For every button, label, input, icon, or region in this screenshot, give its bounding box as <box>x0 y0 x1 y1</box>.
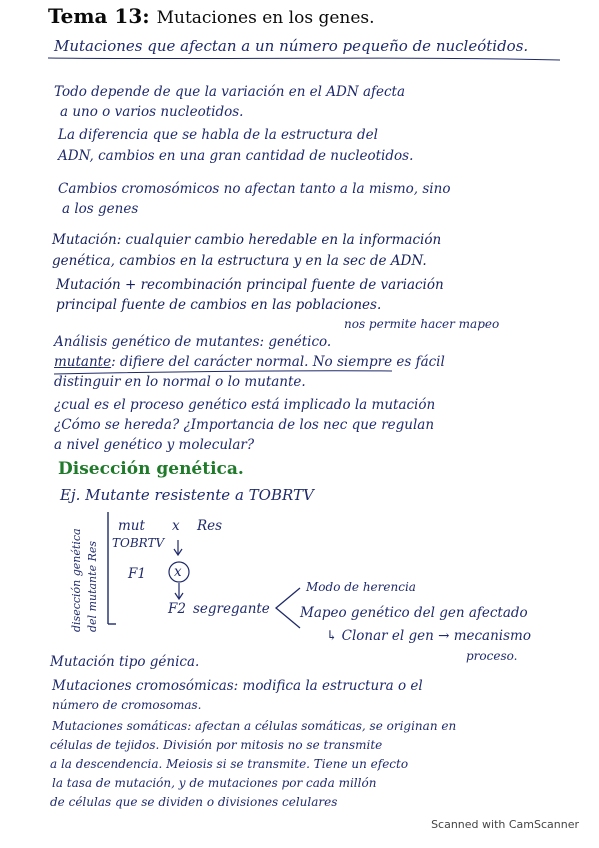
diagram-f1: F1 <box>128 566 146 582</box>
note-line: ¿Cómo se hereda? ¿Importancia de los nec que regulan <box>54 417 435 433</box>
note-line: ADN, cambios en una gran cantidad de nucleotidos. <box>58 148 414 164</box>
down-arrow <box>174 540 182 555</box>
note-line: Mutaciones cromosómicas: modifica la estructura o el <box>52 678 423 694</box>
section-heading: Disección genética. <box>58 459 244 479</box>
diagram-branch: Modo de herencia <box>306 580 416 594</box>
diagram-cross: x <box>172 518 180 534</box>
diagram-side-label: del mutante Res <box>86 540 99 632</box>
underlined-term: mutante <box>54 354 112 370</box>
note-line: de células que se dividen o divisiones celulares <box>50 795 338 809</box>
page-title <box>48 4 375 28</box>
branch-arrow: ↳ <box>326 628 338 644</box>
note-line: a nivel genético y molecular? <box>54 437 255 453</box>
title-underline <box>48 58 560 60</box>
note-line-rest: : difiere del carácter normal. No siempre es fácil <box>111 354 445 370</box>
note-line: distinguir en lo normal o lo mutante. <box>54 374 306 390</box>
camscanner-watermark: Scanned with CamScanner <box>431 818 579 831</box>
note-line: a los genes <box>62 201 139 217</box>
note-line: La diferencia que se habla de la estructura del <box>58 127 378 143</box>
note-line: principal fuente de cambios en las poblaciones. <box>56 297 382 313</box>
title-number: Tema 13: <box>48 4 150 28</box>
branch-text: → mecanismo <box>438 628 531 644</box>
title-text: Mutaciones en los genes. <box>156 8 375 28</box>
down-arrow <box>175 583 183 599</box>
diagram-branch: Mapeo genético del gen afectado <box>300 605 528 621</box>
diagram-mut: mut <box>118 518 145 534</box>
note-line: células de tejidos. División por mitosis no se transmite <box>50 738 383 752</box>
note-line: Mutación tipo génica. <box>50 654 200 670</box>
note-annotation: nos permite hacer mapeo <box>344 317 500 331</box>
diagram-f2: F2 <box>168 601 186 617</box>
note-line: genética, cambios en la estructura y en la sec de ADN. <box>52 253 427 269</box>
note-line: Todo depende de que la variación en el ADN afecta <box>54 84 406 100</box>
diagram-segregante: segregante <box>193 601 270 617</box>
diagram-res: Res <box>197 518 223 534</box>
diagram-f1-cross: x <box>174 564 182 580</box>
branch-bracket <box>276 588 300 628</box>
note-line: número de cromosomas. <box>52 698 202 712</box>
note-line <box>54 354 445 370</box>
note-line: a uno o varios nucleotidos. <box>60 104 244 120</box>
note-line: Análisis genético de mutantes: genético. <box>54 334 332 350</box>
note-line: a la descendencia. Meiosis si se transmite. Tiene un efecto <box>50 757 409 771</box>
diagram-branch-clone <box>326 628 531 644</box>
example-line: Ej. Mutante resistente a TOBRTV <box>60 486 314 504</box>
diagram-tobrtv: TOBRTV <box>112 536 165 550</box>
note-line: ¿cual es el proceso genético está implicado la mutación <box>54 397 436 413</box>
note-line: Mutaciones que afectan a un número pequeño de nucleótidos. <box>54 37 529 55</box>
note-line: Cambios cromosómicos no afectan tanto a la mismo, sino <box>58 181 451 197</box>
branch-text: Clonar el gen <box>341 628 434 644</box>
note-line: Mutación + recombinación principal fuente de variación <box>56 277 444 293</box>
note-line: la tasa de mutación, y de mutaciones por cada millón <box>52 776 377 790</box>
diagram-branch: proceso. <box>466 649 518 663</box>
note-line: Mutaciones somáticas: afectan a células somáticas, se originan en <box>52 719 457 733</box>
note-line: Mutación: cualquier cambio heredable en la información <box>52 232 442 248</box>
diagram-side-label: disección genética <box>70 528 83 632</box>
